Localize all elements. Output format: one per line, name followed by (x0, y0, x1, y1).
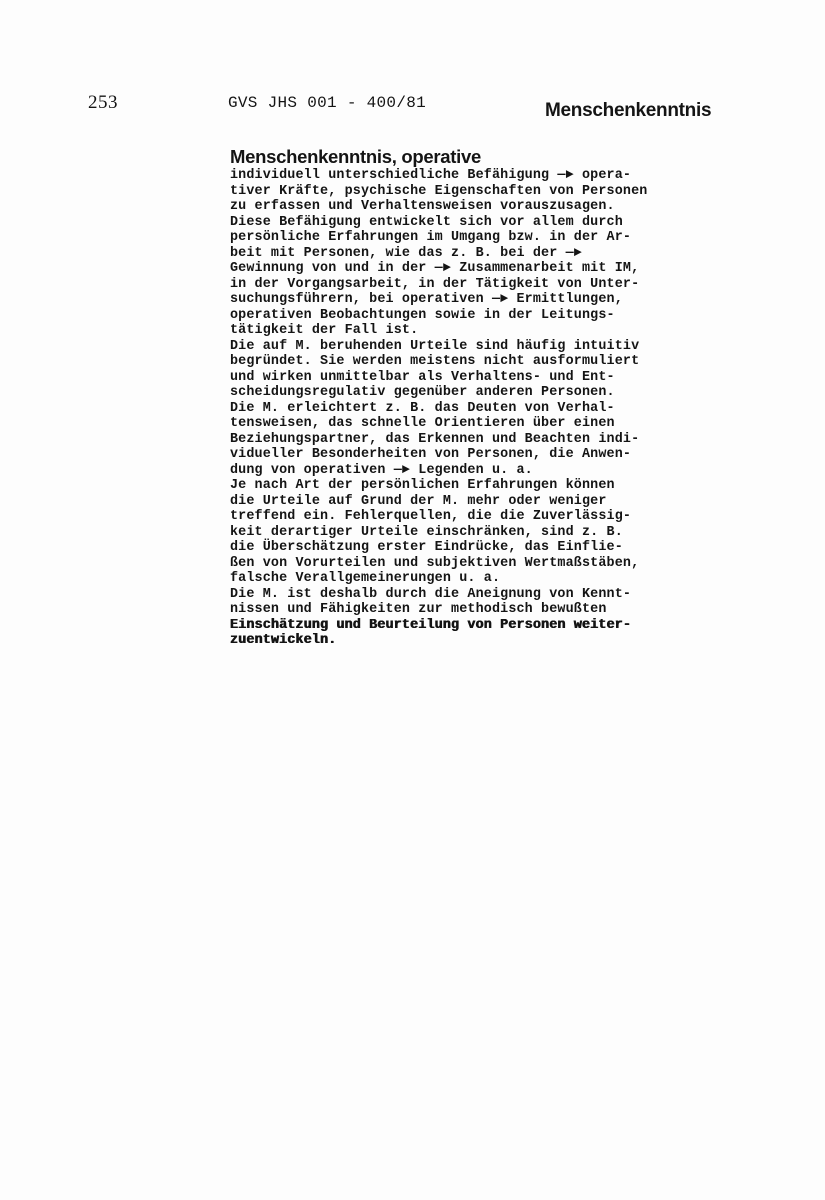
body-line: dung von operativen —► Legenden u. a. (230, 462, 533, 478)
body-line: keit derartiger Urteile einschränken, sind z. B. (230, 524, 623, 540)
body-line: Gewinnung von und in der —► Zusammenarbeit mit IM, (230, 261, 640, 276)
body-line: tiver Kräfte, psychische Eigenschaften von Personen (230, 183, 648, 199)
document-reference: GVS JHS 001 - 400/81 (228, 94, 427, 112)
page-number: 253 (88, 92, 118, 113)
entry-body (230, 168, 740, 649)
body-line: treffend ein. Fehlerquellen, die die Zuverlässig- (230, 509, 632, 524)
body-line: tätigkeit der Fall ist. (230, 323, 419, 338)
body-line: die Urteile auf Grund der M. mehr oder weniger (230, 493, 607, 509)
body-line: ßen von Vorurteilen und subjektiven Wertmaßstäben, (230, 555, 640, 571)
body-line: Die M. ist deshalb durch die Aneignung von Kennt- (230, 586, 632, 602)
entry-title: Menschenkenntnis, operative (230, 146, 481, 167)
page-header (0, 92, 825, 126)
body-line: suchungsführern, bei operativen —► Ermittlungen, (230, 292, 623, 307)
body-line: vidueller Besonderheiten von Personen, die Anwen- (230, 447, 632, 462)
body-line: tensweisen, das schnelle Orientieren über einen (230, 416, 615, 431)
body-line: Einschätzung und Beurteilung von Personen weiter- (230, 617, 632, 633)
body-line: Die auf M. beruhenden Urteile sind häufig intuitiv (230, 338, 640, 354)
body-line: in der Vorgangsarbeit, in der Tätigkeit von Unter- (230, 276, 640, 292)
running-head: Menschenkenntnis (545, 100, 712, 121)
body-line: begründet. Sie werden meistens nicht ausformuliert (230, 354, 640, 369)
body-line: scheidungsregulativ gegenüber anderen Personen. (230, 385, 615, 400)
body-line: und wirken unmittelbar als Verhaltens- und Ent- (230, 369, 615, 385)
body-line: die Überschätzung erster Eindrücke, das Einflie- (230, 540, 623, 555)
body-line: individuell unterschiedliche Befähigung —► opera- (230, 168, 632, 183)
body-line: Je nach Art der persönlichen Erfahrungen können (230, 478, 615, 493)
body-line: nissen und Fähigkeiten zur methodisch bewußten (230, 602, 607, 617)
body-line: beit mit Personen, wie das z. B. bei der —► (230, 245, 582, 261)
body-line: falsche Verallgemeinerungen u. a. (230, 571, 501, 586)
body-line: zu erfassen und Verhaltensweisen vorauszusagen. (230, 199, 615, 214)
body-line: zuentwickeln. (230, 633, 337, 648)
glossary-entry (230, 146, 740, 649)
body-line: persönliche Erfahrungen im Umgang bzw. in der Ar- (230, 230, 632, 245)
body-line: Diese Befähigung entwickelt sich vor allem durch (230, 214, 623, 230)
body-line: Die M. erleichtert z. B. das Deuten von Verhal- (230, 400, 615, 416)
body-line: operativen Beobachtungen sowie in der Leitungs- (230, 307, 615, 323)
body-line: Beziehungspartner, das Erkennen und Beachten indi- (230, 431, 640, 447)
